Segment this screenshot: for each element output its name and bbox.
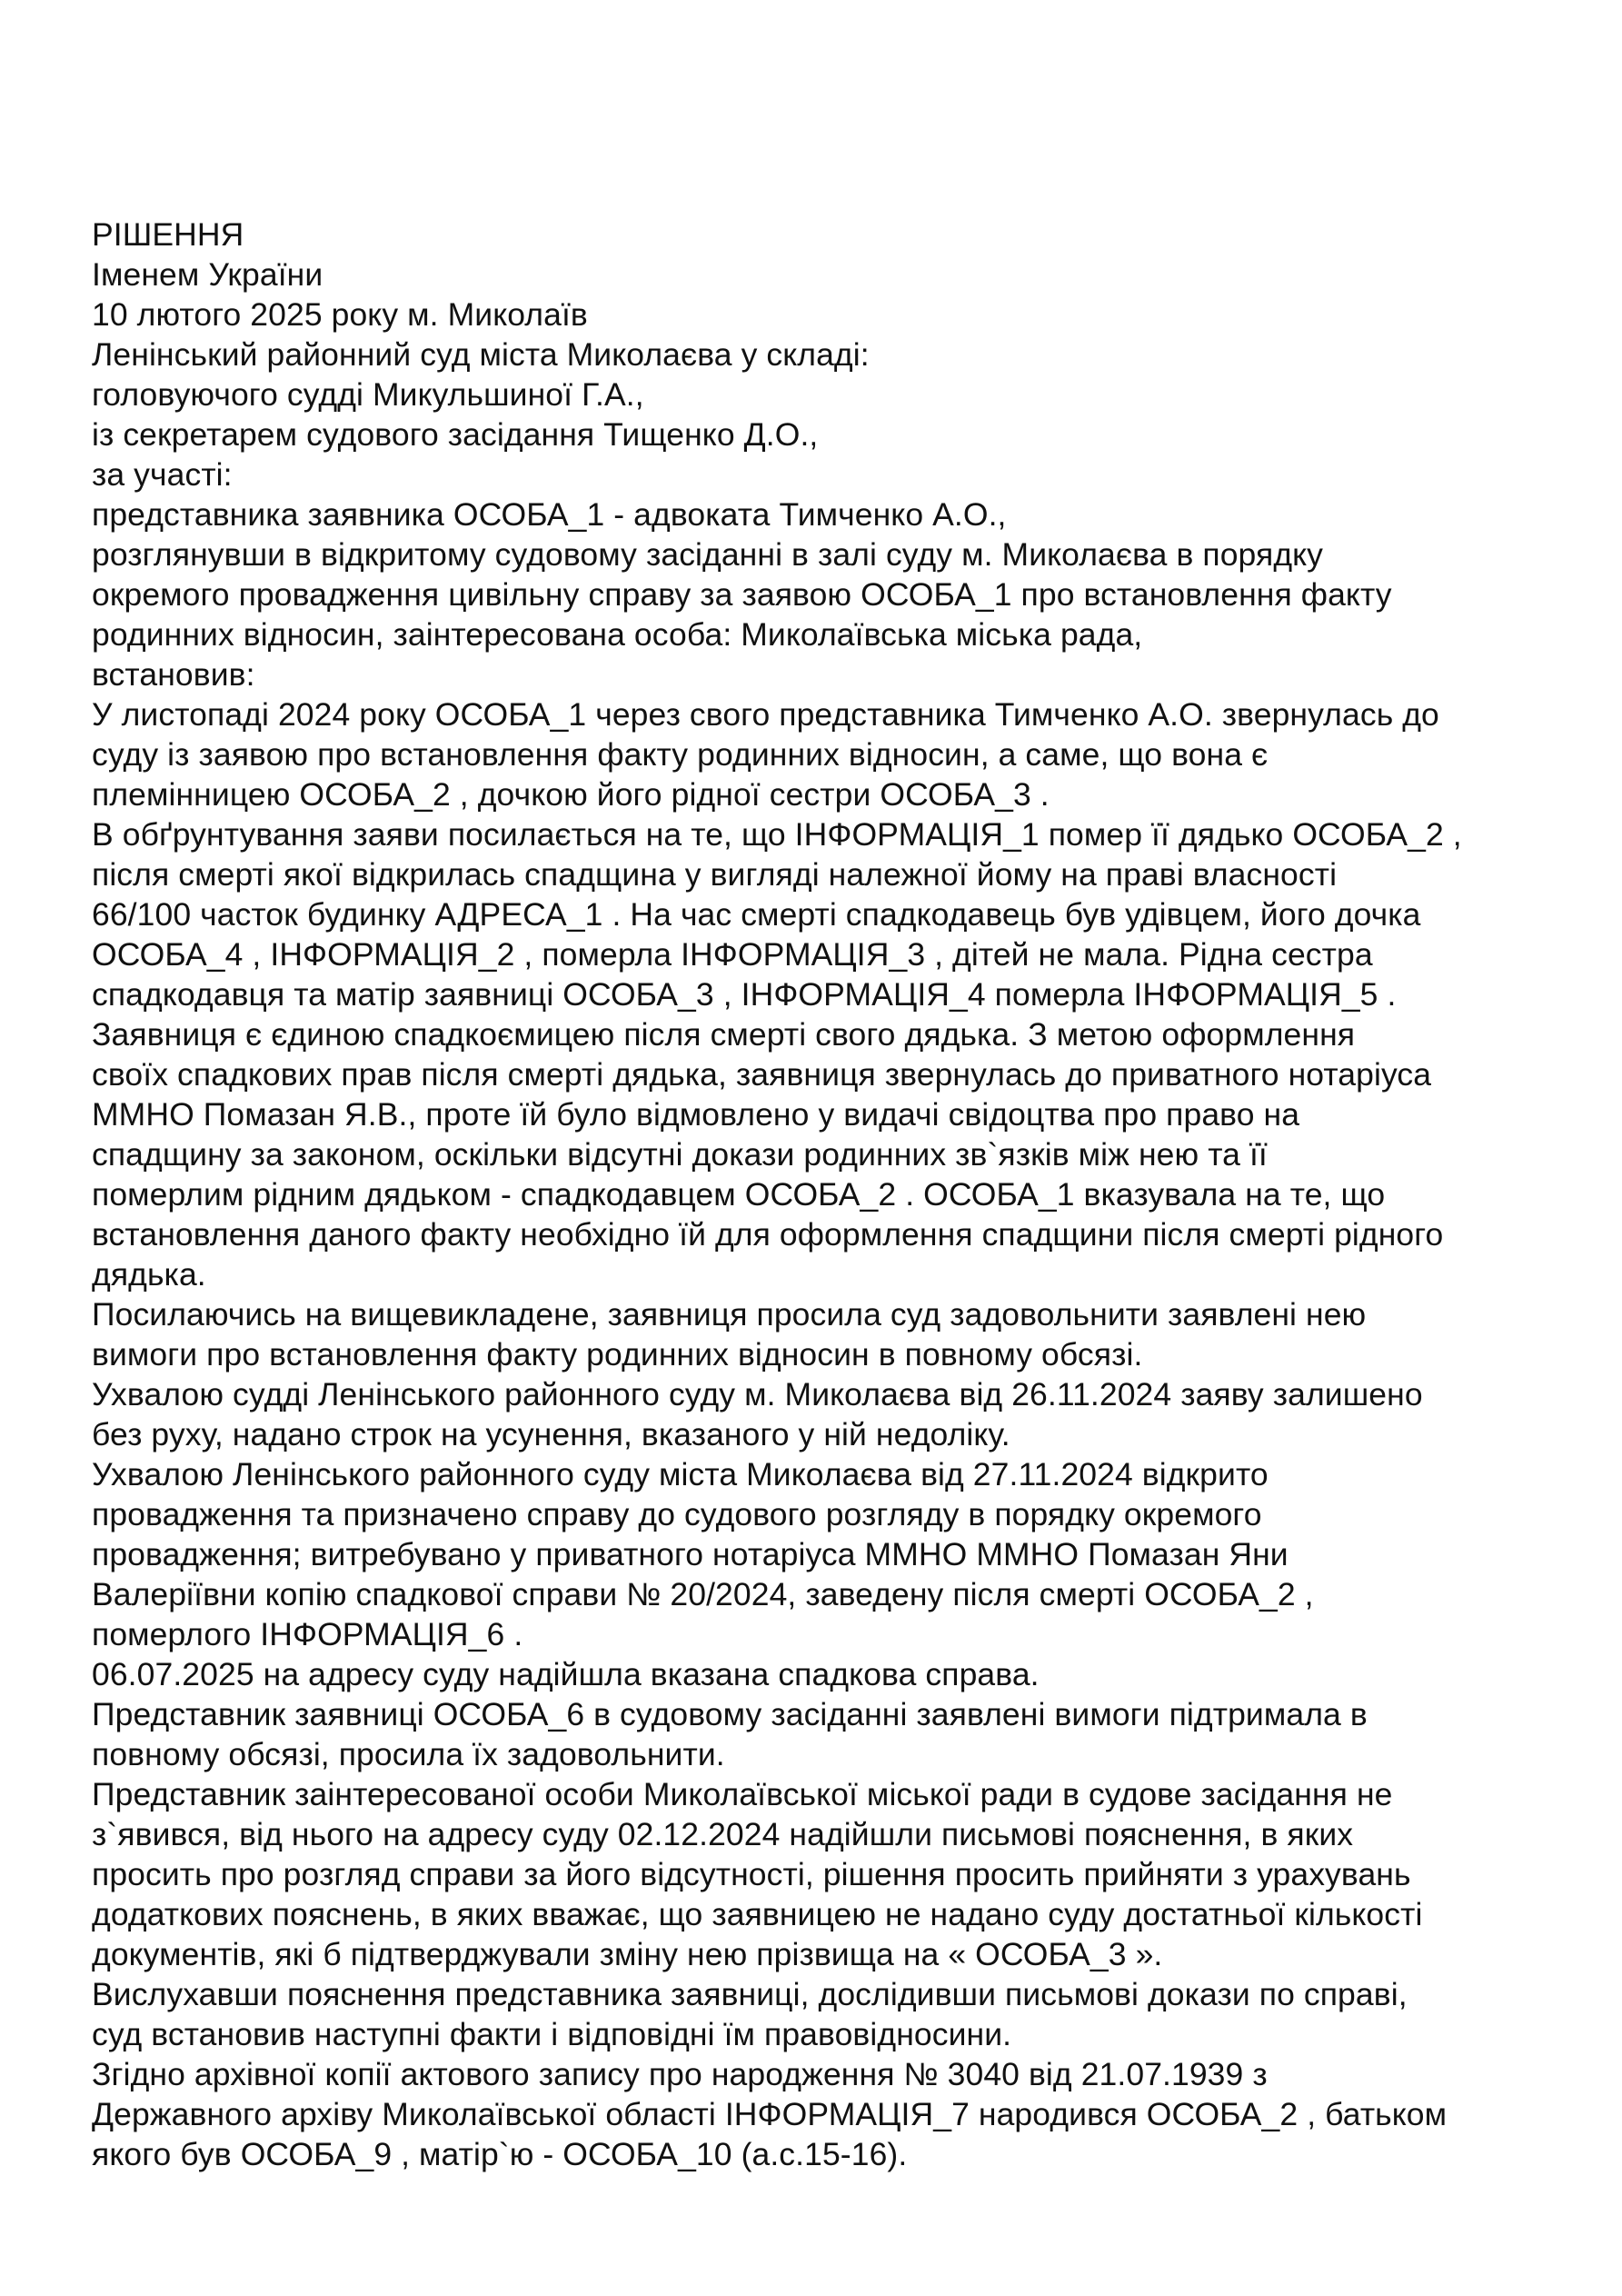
text-line: Іменем України [92,256,323,293]
text-line: розглянувши в відкритому судовому засіданні в залі суду м. Миколаєва в порядку [92,536,1324,573]
text-line: 66/100 часток будинку АДРЕСА_1 . На час смерті спадкодавець був удівцем, його дочка [92,896,1421,933]
text-line: спадщину за законом, оскільки відсутні докази родинних зв`язків між нею та її [92,1136,1268,1173]
text-line: якого був ОСОБА_9 , матір`ю - ОСОБА_10 (а.с.15-16). [92,2136,908,2172]
text-line: документів, які б підтверджували зміну нею прізвища на « ОСОБА_3 ». [92,1936,1163,1972]
text-line: додаткових пояснень, в яких вважає, що заявницею не надано суду достатньої кількості [92,1896,1423,1932]
text-line: із секретарем судового засідання Тищенко Д.О., [92,416,819,453]
text-line: представника заявника ОСОБА_1 - адвоката Тимченко А.О., [92,496,1007,533]
text-line: без руху, надано строк на усунення, вказаного у ній недоліку. [92,1416,1010,1452]
text-line: померлим рідним дядьком - спадкодавцем ОСОБА_2 . ОСОБА_1 вказувала на те, що [92,1176,1386,1213]
text-line: В обґрунтування заяви посилається на те, що ІНФОРМАЦІЯ_1 помер її дядько ОСОБА_2 , [92,816,1462,853]
text-line: Представник заявниці ОСОБА_6 в судовому засіданні заявлені вимоги підтримала в [92,1696,1368,1732]
text-line: суду із заявою про встановлення факту родинних відносин, а саме, що вона є [92,736,1269,773]
text-line: племінницею ОСОБА_2 , дочкою його рідної сестри ОСОБА_3 . [92,776,1050,813]
text-line: ММНО Помазан Я.В., проте їй було відмовлено у видачі свідоцтва про право на [92,1096,1300,1133]
text-line: вимоги про встановлення факту родинних відносин в повному обсязі. [92,1336,1143,1373]
text-line: за участі: [92,456,233,493]
text-line: своїх спадкових прав після смерті дядька, заявниця звернулась до приватного нотаріуса [92,1056,1432,1093]
text-line: провадження та призначено справу до судового розгляду в порядку окремого [92,1496,1262,1532]
text-line: Згідно архівної копії актового запису про народження № 3040 від 21.07.1939 з [92,2056,1268,2092]
text-line: Ленінський районний суд міста Миколаєва у складі: [92,336,870,373]
text-line: після смерті якої відкрилась спадщина у вигляді належної йому на праві власності [92,856,1338,893]
text-line: окремого провадження цивільну справу за заявою ОСОБА_1 про встановлення факту [92,576,1392,613]
text-line: повному обсязі, просила їх задовольнити. [92,1736,725,1772]
text-line: Вислухавши пояснення представника заявниці, дослідивши письмові докази по справі, [92,1976,1408,2012]
text-line: спадкодавця та матір заявниці ОСОБА_3 , ІНФОРМАЦІЯ_4 померла ІНФОРМАЦІЯ_5 . [92,976,1397,1013]
document-body [92,215,1582,2174]
text-line: встановлення даного факту необхідно їй для оформлення спадщини після смерті рідного [92,1216,1444,1253]
text-line: Посилаючись на вищевикладене, заявниця просила суд задовольнити заявлені нею [92,1296,1367,1333]
text-line: 10 лютого 2025 року м. Миколаїв [92,296,588,333]
document-title: РІШЕННЯ [92,216,244,253]
text-line: ОСОБА_4 , ІНФОРМАЦІЯ_2 , померла ІНФОРМАЦІЯ_3 , дітей не мала. Рідна сестра [92,936,1373,973]
text-line: головуючого судді Микульшиної Г.А., [92,376,644,413]
text-line: суд встановив наступні факти і відповідні їм правовідносини. [92,2016,1012,2052]
text-line: Ухвалою Ленінського районного суду міста Миколаєва від 27.11.2024 відкрито [92,1456,1269,1492]
text-line: Валеріївни копію спадкової справи № 20/2024, заведену після смерті ОСОБА_2 , [92,1576,1314,1612]
text-line: встановив: [92,656,255,693]
text-line: Ухвалою судді Ленінського районного суду м. Миколаєва від 26.11.2024 заяву залишено [92,1376,1423,1413]
text-line: 06.07.2025 на адресу суду надійшла вказана спадкова справа. [92,1656,1040,1692]
text-line: дядька. [92,1256,206,1293]
text-line: Заявниця є єдиною спадкоємицею після смерті свого дядька. З метою оформлення [92,1016,1356,1053]
text-line: родинних відносин, заінтересована особа: Миколаївська міська рада, [92,616,1143,653]
text-line: Державного архіву Миколаївської області ІНФОРМАЦІЯ_7 народився ОСОБА_2 , батьком [92,2096,1448,2132]
text-line: Представник заінтересованої особи Миколаївської міської ради в судове засідання не [92,1776,1393,1812]
text-line: провадження; витребувано у приватного нотаріуса ММНО ММНО Помазан Яни [92,1536,1289,1572]
text-line: померлого ІНФОРМАЦІЯ_6 . [92,1616,523,1652]
text-line: У листопаді 2024 року ОСОБА_1 через свого представника Тимченко А.О. звернулась до [92,696,1439,733]
text-line: просить про розгляд справи за його відсутності, рішення просить прийняти з урахувань [92,1856,1411,1892]
text-line: з`явився, від нього на адресу суду 02.12.2024 надійшли письмові пояснення, в яких [92,1816,1354,1852]
